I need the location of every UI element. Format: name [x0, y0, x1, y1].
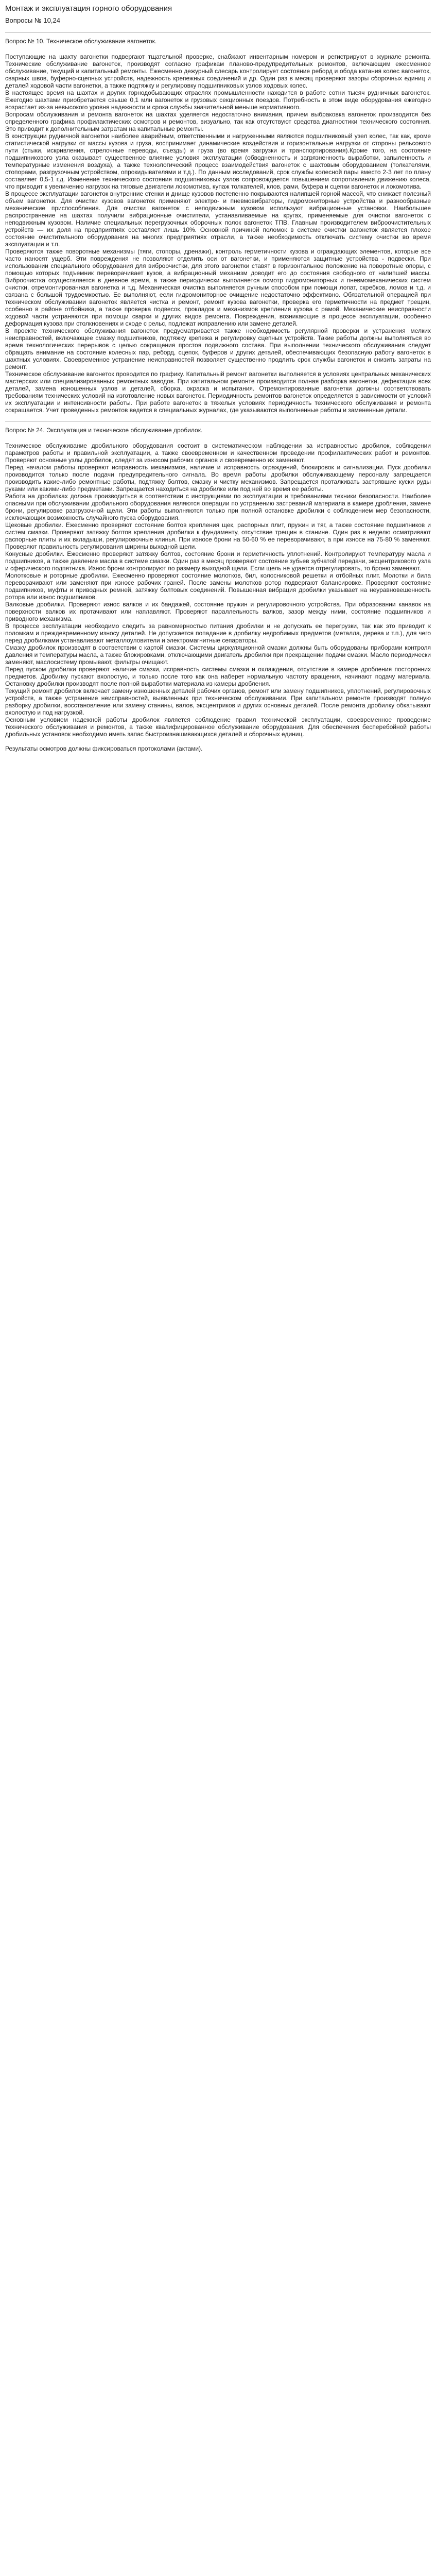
- paragraph: Конусные дробилки. Ежесменно проверяют затяжку болтов, состояние брони и герметичность уплотнений. Контролируют температуру масла и подшипников, а также давление масла в системе смазки. Один раз в месяц проверяют состояние зубьев зубчатой передачи, эксцентрикового узла и сферического подпятника. Износ брони контролируют по размеру выходной щели. Если щель не удается отрегулировать, то броню заменяют.: [5, 550, 431, 572]
- paragraph: В процессе эксплуатации вагонеток внутренние стенки и днище кузовов постепенно покрываются налипшей горной массой, что снижает полезный объем вагонетки. Для очистки кузовов вагонеток применяют электро- и пневмовибраторы, гидромониторные устройства и разнообразные механические приспособления. Для очистки вагонеток с неподвижным кузовом используют вибрационные установки. Наибольшее распространение на шахтах получили вибрационные очистители, устанавливаемые на кругах, применяемые для очистки вагонеток с неподвижным кузовом. Наличие специальных перегрузочных оборочных полок вагонеток ТПВ. Главным производителем виброочистительных устройств — их доля на предприятиях составляет лишь 10%. Основной причиной поломок в системе очистки вагонеток является плохое состояние очистительного оборудования на многих предприятиях отрасли, а также необходимость отключать систему очистки во время эксплуатации и т.п.: [5, 190, 431, 248]
- document-page: [0, 0, 436, 770]
- paragraph: Перед пуском дробилки проверяют наличие смазки, исправность системы смазки и охлаждения, отсутствие в камере дробления посторонних предметов. Дробилку пускают вхолостую, и только после того как она наберет нормальную частоту вращения, начинают подачу материала. Остановку дробилки производят после полной выработки материала из камеры дробления.: [5, 666, 431, 687]
- paragraph: Вопросам обслуживания и ремонта вагонеток на шахтах уделяется недостаточно внимания, причем выбраковка вагонеток производится без определенного графика профилактических осмотров и ремонтов, визуально, так как отсутствуют средства диагностики технического состояния. Это приводит к дополнительным затратам на капитальные ремонты.: [5, 111, 431, 132]
- section-question-24: [5, 427, 431, 752]
- paragraph: Техническое обслуживание дробильного оборудования состоит в систематическом наблюдении за исправностью дробилок, соблюдении параметров работы и правильной эксплуатации, а также своевременном и качественном проведении профилактических работ и ремонтов. Проверяют основные узлы дробилок, следят за износом рабочих органов и своевременно их заменяют.: [5, 442, 431, 464]
- paragraph: Техническое обслуживание вагонеток проводится по графику. Капитальный ремонт вагонетки выполняется в условиях центральных механических мастерских или специализированных ремонтных заводов. При капитальном ремонте производится полная разборка вагонетки, дефектация всех деталей, замена изношенных узлов и деталей, сборка, окраска и испытания. Отремонтированные вагонетки должны соответствовать требованиям технических условий на изготовление новых вагонеток. Периодичность ремонтов вагонеток определяется в зависимости от условий их эксплуатации и интенсивности работы. При работе вагонеток в тяжелых условиях периодичность технического обслуживания и ремонта сокращается. Учет проведенных ремонтов ведется в специальных журналах, где указываются выполненные работы и замененные детали.: [5, 370, 431, 414]
- paragraph: В конструкции рудничной вагонетки наиболее аварийным, ответственными и нагруженными являются подшипниковый узел колес, так как, кроме статистической нагрузки от массы кузова и груза, воспринимает динамические воздействия и горизонтальные нагрузки от стороны рельсового пути (стыки, искривления, стрелочные переводы, съезды) и груза (во время загрузки и транспортирования).Кроме того, на состояние подшипникового узла оказывает существенное влияние условия эксплуатации (обводненность и загрязненность выработки, запыленность и температурные изменения воздуха), а также технологический процесс взаимодействия вагонеток с шахтовым оборудованием (толкателями, стопорами, разгрузочным устройством, опрокидывателями и т.д.). По данным исследований, срок службы колесной пары вместо 2-3 лет по плану составляет 0,5-1 г.д. Изменение технического состояния подшипниковых узлов сопровождается повышением сопротивления движению колеса, что приводит к увеличению нагрузок на тяговые двигатели локомотива, купаж толкателей, клов, рами, буфера и сцепки вагонеток и локомотива.: [5, 132, 431, 190]
- section-body: [5, 442, 431, 752]
- paragraph: Проверяются также поворотные механизмы (тяги, стопоры, дренажи), контроль герметичности кузова и ограждающих элементов, которые все часто наносят ущерб. Эти повреждения не позволяют отделить оси от вагонетки, и применяются защитные устройства - подвески. При использовании специального оборудования для виброочистки, для этого вагонетки ставят в горизонтальное положение на поворотные опоры, с помощью которых подъемник переворачивает кузов, а вибрационный механизм доводит его до состояния свободного от налипшей массы. Виброочистка осуществляется в дневное время, а также периодически выполняется осмотр гидромониторных и пневмомеханических систем очистки, отремонтированная вагонетка и т.д. Механическая очистка выполняется ручным способом при помощи лопат, скребков, ломов и т.д. и связана с большой трудоемкостью. Ее выполняют, если гидромониторное очищение недостаточно эффективно. Обязательной операцией при техническом обслуживании вагонеток является чистка и ремонт, ремонт кузова вагонетки, проверка его герметичности на предмет трещин, особенно в районе отбойника, а также проверка подвесок, прокладок и механизмов крепления кузова с рамой. Механические неисправности ходовой части устраняются при помощи сварки и других видов ремонта. Повреждения, возникающие в процессе эксплуатации, особенно деформация кузова при столкновениях и сходе с рельс, подлежат исправлению или замене деталей.: [5, 248, 431, 327]
- paragraph: В процессе эксплуатации необходимо следить за равномерностью питания дробилки и не допускать ее перегрузки, так как это приводит к поломкам и преждевременному износу деталей. Не допускается попадание в дробилку недробимых предметов (металла, дерева и т.п.), для чего перед дробилками устанавливают металлоуловители и электромагнитные сепараторы.: [5, 622, 431, 644]
- paragraph: Молотковые и роторные дробилки. Ежесменно проверяют состояние молотков, бил, колосниковой решетки и отбойных плит. Молотки и била переворачивают или заменяют при износе рабочих граней. После замены молотков ротор подвергают балансировке. Проверяют состояние подшипников, муфты и приводных ремней, затяжку болтовых соединений. Повышенная вибрация дробилки указывает на неуравновешенность ротора или износ подшипников.: [5, 572, 431, 601]
- paragraph: Текущий ремонт дробилок включает замену изношенных деталей рабочих органов, ремонт или замену подшипников, уплотнений, регулировочных устройств, а также устранение неисправностей, выявленных при техническом обслуживании. При капитальном ремонте производят полную разборку дробилки, восстановление или замену станины, валов, эксцентриков и других основных деталей. После ремонта дробилку обкатывают вхолостую и под нагрузкой.: [5, 687, 431, 716]
- paragraph: Поступающие на шахту вагонетки подвергают тщательной проверке, снабжают инвентарным номером и регистрируют в журнале ремонта. Технические обслуживание вагонеток, производят согласно графикам планово-предупредительных ремонтов, включающим ежесменное обслуживание, текущий и капитальный ремонты. Ежесменно дежурный слесарь контролирует состояние реборд и обода катания колес вагонеток, сварных швов, буферно-сцепных устройств, надежность крепежных соединений и др. Один раз в месяц проверяют зазоры сборочных единиц и деталей ходовой части вагонетки, а также подтяжку и регулировку подшипниковых узлов ходовых колес.: [5, 53, 431, 89]
- paragraph: В проекте технического обслуживания вагонеток предусматривается также необходимость регулярной проверки и устранения мелких неисправностей, включающее смазку подшипников, подтяжку крепежа и регулировку сцепных устройств. Такие работы должны выполняться во время технологических перерывов с целью сокращения простоя подвижного состава. При выполнении технического обслуживания следует обращать внимание на состояние колесных пар, реборд, сцепок, буферов и других деталей, обеспечивающих безопасную работу вагонеток в шахтных условиях. Своевременное устранение неисправностей позволяет существенно продлить срок службы вагонеток и снизить затраты на ремонт.: [5, 327, 431, 370]
- paragraph: Щековые дробилки. Ежесменно проверяют состояние болтов крепления щек, распорных плит, пружин и тяг, а также состояние подшипников и систем смазки. Проверяют затяжку болтов крепления дробилки к фундаменту, отсутствие трещин в станине. Один раз в неделю осматривают распорные плиты и их вкладыши, регулировочные клинья. При износе брони на 50-60 % ее переворачивают, а при износе на 75-80 % заменяют. Проверяют правильность регулирования ширины выходной щели.: [5, 521, 431, 550]
- section-heading: Вопрос № 24. Эксплуатация и техническое обслуживание дробилок.: [5, 427, 203, 434]
- document-title: Монтаж и эксплуатация горного оборудования: [5, 4, 172, 13]
- spacer: [5, 738, 431, 745]
- paragraph: Перед началом работы проверяют исправность механизмов, наличие и исправность ограждений, блокировок и сигнализации. Пуск дробилки производится только после подачи предупредительного сигнала. Во время работы дробилки обслуживающему персоналу запрещается производить какие-либо ремонтные работы, подтяжку болтов, смазку и чистку механизмов. Запрещается проталкивать застрявшие куски руды руками или какими-либо предметами. Запрещается находиться на дробилке или под ней во время ее работы.: [5, 464, 431, 493]
- paragraph: Валковые дробилки. Проверяют износ валков и их бандажей, состояние пружин и регулировочного устройства. При образовании канавок на поверхности валков их протачивают или наплавляют. Проверяют параллельность валков, зазор между ними, состояние подшипников и приводного механизма.: [5, 601, 431, 622]
- paragraph: Результаты осмотров должны фиксироваться протоколами (актами).: [5, 745, 203, 752]
- section-heading: Вопрос № 10. Техническое обслуживание вагонеток.: [5, 38, 157, 45]
- section-question-10: [5, 38, 431, 414]
- paragraph: Смазку дробилок производят в соответствии с картой смазки. Системы циркуляционной смазки должны быть оборудованы приборами контроля давления и температуры масла, а также блокировками, отключающими двигатель дробилки при прекращении подачи смазки. Масло периодически заменяют, маслосистему промывают, фильтры очищают.: [5, 644, 431, 666]
- paragraph: Основным условием надежной работы дробилок является соблюдение правил технической эксплуатации, своевременное проведение технического обслуживания и ремонтов, а также квалифицированное обслуживание оборудования. Для обеспечения бесперебойной работы дробильных установок необходимо иметь запас быстроизнашивающихся деталей и сборочных единиц.: [5, 716, 431, 738]
- document-subtitle: Вопросы № 10,24: [5, 16, 60, 24]
- paragraph: В настоящее время на шахтах и других горнодобывающих отраслях промышленности находится в работе сотни тысяч рудничных вагонеток. Ежегодно шахтами приобретается свыше 0,1 млн вагонеток и грузовых секционных поездов. Потребность в этом виде оборудования ежегодно возрастает из-за невысокого уровня надежности и срока службы значительной меньше нормативного.: [5, 89, 431, 111]
- paragraph: Работа на дробилках должна производиться в соответствии с инструкциями по эксплуатации и требованиями техники безопасности. Наиболее опасными при обслуживании дробильного оборудования являются операции по устранению застреваний материала в камере дробления, замене брони, регулировке разгрузочной щели. Эти работы выполняются только при полной остановке дробилки с соблюдением мер безопасности, исключающих возможность случайного пуска оборудования.: [5, 493, 431, 521]
- section-body: [5, 53, 431, 414]
